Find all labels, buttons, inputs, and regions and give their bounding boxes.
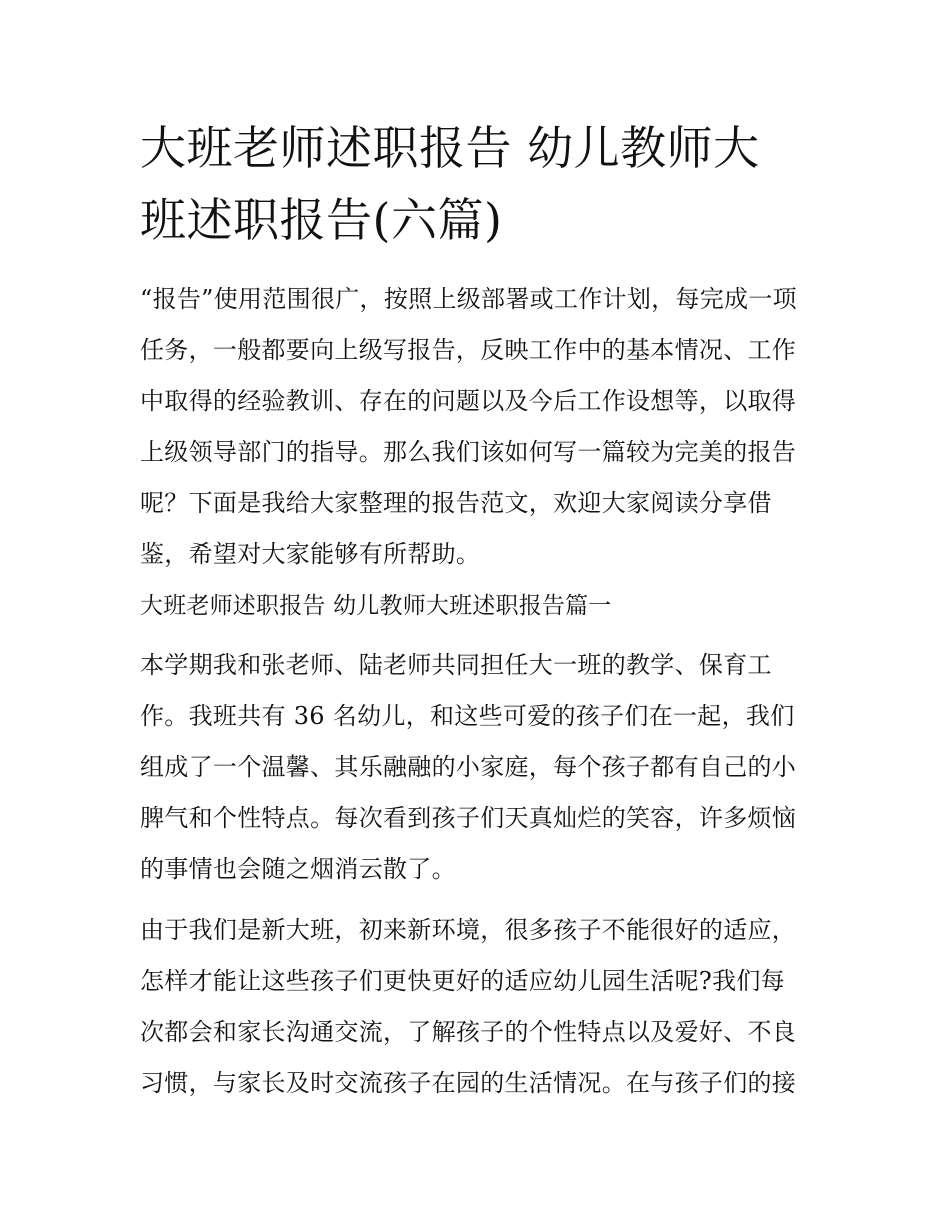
text-line: 本学期我和张老师、陆老师共同担任大一班的教学、保育工 (140, 651, 772, 679)
text-line: 作。我班共有 36 名幼儿，和这些可爱的孩子们在一起，我们 (140, 702, 795, 730)
text-line: “报告”使用范围很广，按照上级部署或工作计划，每完成一项 (140, 285, 797, 313)
text-line: 鉴，希望对大家能够有所帮助。 (140, 540, 481, 568)
text-line: 呢？下面是我给大家整理的报告范文，欢迎大家阅读分享借 (140, 489, 772, 517)
document-page (140, 112, 820, 1109)
text-line: 习惯，与家长及时交流孩子在园的生活情况。在与孩子们的接 (140, 1069, 797, 1097)
text-line: 脾气和个性特点。每次看到孩子们天真灿烂的笑容，许多烦恼 (140, 804, 797, 832)
text-line: 任务，一般都要向上级写报告，反映工作中的基本情况、工作 (140, 336, 797, 364)
text-line: 中取得的经验教训、存在的问题以及今后工作设想等，以取得 (140, 387, 797, 415)
text-line: 上级领导部门的指导。那么我们该如何写一篇较为完美的报告 (140, 438, 797, 466)
title-line: 班述职报告(六篇) (140, 193, 503, 247)
document-title (140, 112, 820, 256)
body-paragraph (140, 640, 820, 895)
text-line: 怎样才能让这些孩子们更快更好的适应幼儿园生活呢?我们每 (140, 967, 785, 995)
text-line: 次都会和家长沟通交流，了解孩子的个性特点以及爱好、不良 (140, 1018, 797, 1046)
text-line: 组成了一个温馨、其乐融融的小家庭，每个孩子都有自己的小 (140, 753, 797, 781)
body-paragraph (140, 905, 820, 1109)
text-line: 的事情也会随之烟消云散了。 (140, 855, 456, 883)
intro-paragraph (140, 274, 820, 580)
section-heading: 大班老师述职报告 幼儿教师大班述职报告篇一 (140, 593, 612, 619)
title-line: 大班老师述职报告 幼儿教师大 (140, 121, 760, 175)
text-line: 由于我们是新大班，初来新环境，很多孩子不能很好的适应， (140, 916, 797, 944)
